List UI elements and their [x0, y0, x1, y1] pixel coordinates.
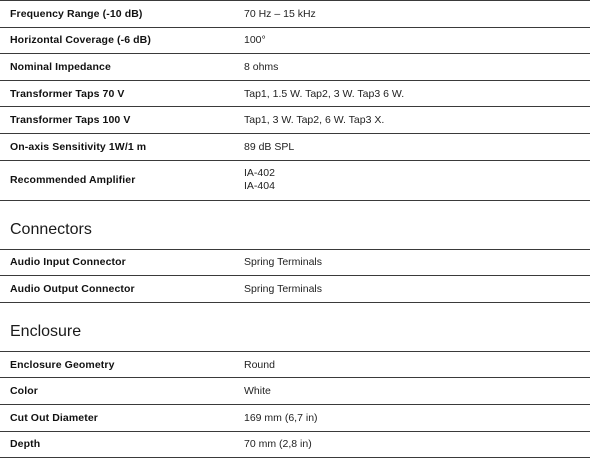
spec-value-list — [244, 167, 590, 194]
spec-value: Spring Terminals — [244, 282, 323, 295]
spec-row-color — [0, 378, 590, 405]
spec-label: Enclosure Geometry — [10, 358, 115, 371]
spec-label: Transformer Taps 100 V — [10, 114, 131, 127]
amplifier-model: IA-402 — [244, 166, 275, 179]
spec-value: Round — [244, 358, 275, 371]
spec-label: Nominal Impedance — [10, 60, 111, 73]
spec-label: Cut Out Diameter — [10, 411, 98, 424]
spec-row-audio-input — [0, 250, 590, 277]
spec-value: White — [244, 385, 271, 398]
spec-value: 169 mm (6,7 in) — [244, 411, 318, 424]
spec-value: 89 dB SPL — [244, 140, 295, 153]
spec-row-enclosure-geometry — [0, 352, 590, 379]
section-title-enclosure: Enclosure — [0, 303, 590, 352]
spec-value: Tap1, 1.5 W. Tap2, 3 W. Tap3 6 W. — [244, 87, 405, 100]
amplifier-model: IA-404 — [244, 180, 275, 193]
spec-row-cut-out-diameter — [0, 405, 590, 432]
specs-table — [0, 1, 590, 458]
spec-value: 8 ohms — [244, 60, 279, 73]
spec-label: Depth — [10, 438, 41, 451]
spec-label: Frequency Range (-10 dB) — [10, 7, 143, 20]
spec-label: On-axis Sensitivity 1W/1 m — [10, 140, 147, 153]
spec-row-horizontal-coverage — [0, 28, 590, 55]
spec-label: Color — [10, 385, 38, 398]
spec-row-recommended-amplifier — [0, 161, 590, 201]
spec-row-on-axis-sensitivity — [0, 134, 590, 161]
spec-row-nominal-impedance — [0, 54, 590, 81]
spec-value: Tap1, 3 W. Tap2, 6 W. Tap3 X. — [244, 114, 385, 127]
spec-row-transformer-taps-100v — [0, 107, 590, 134]
spec-label: Horizontal Coverage (-6 dB) — [10, 34, 151, 47]
spec-row-audio-output — [0, 276, 590, 303]
spec-label: Transformer Taps 70 V — [10, 87, 125, 100]
spec-value: 70 mm (2,8 in) — [244, 438, 312, 451]
spec-value: 70 Hz – 15 kHz — [244, 7, 316, 20]
spec-row-depth — [0, 432, 590, 458]
spec-value: Spring Terminals — [244, 256, 323, 269]
spec-label: Audio Input Connector — [10, 256, 126, 269]
spec-value: 100° — [244, 34, 266, 47]
spec-row-transformer-taps-70v — [0, 81, 590, 108]
section-title-connectors: Connectors — [0, 201, 590, 250]
spec-label: Audio Output Connector — [10, 282, 135, 295]
spec-label: Recommended Amplifier — [10, 174, 136, 187]
spec-row-frequency-range — [0, 1, 590, 28]
